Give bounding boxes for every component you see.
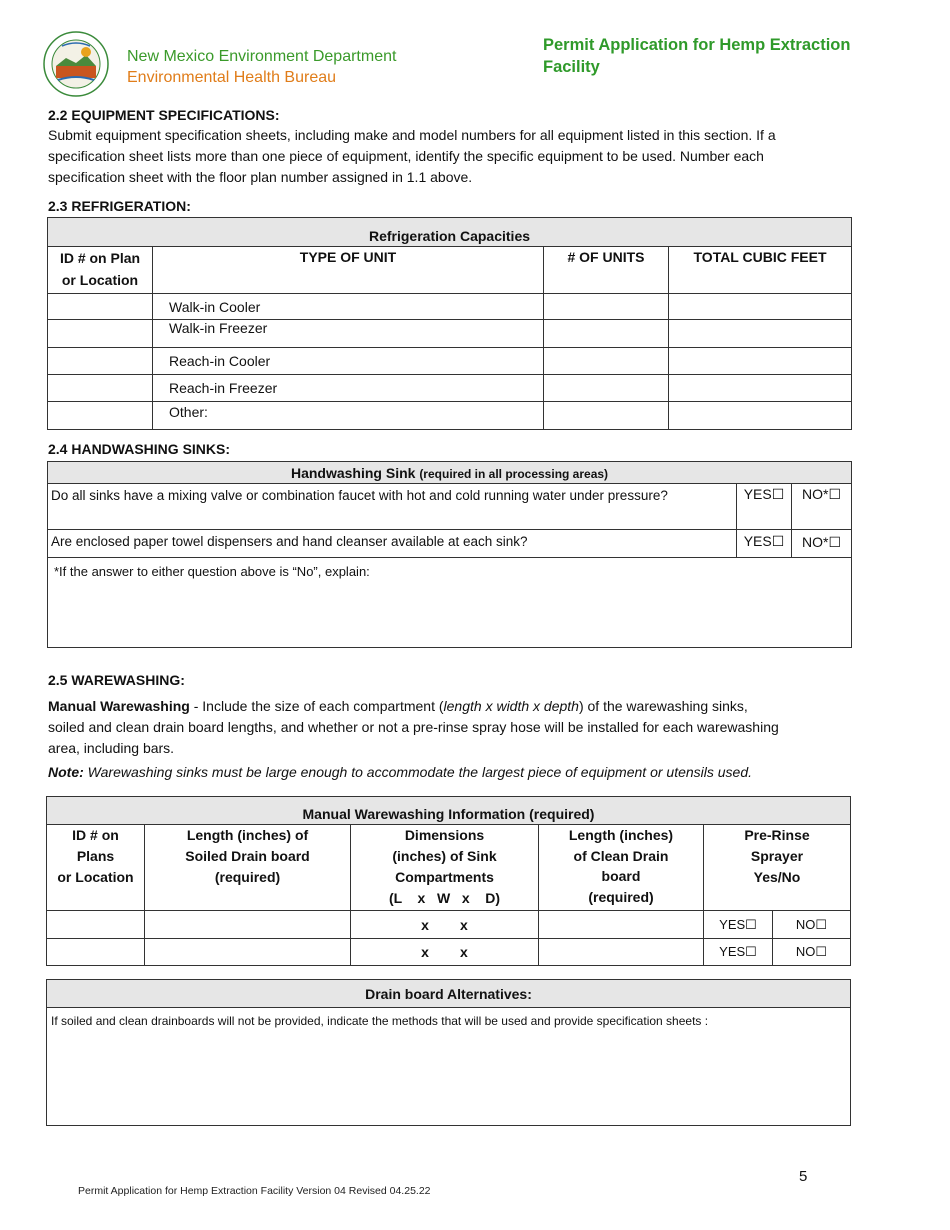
table-row xyxy=(48,375,852,402)
bureau-name: Environmental Health Bureau xyxy=(127,69,337,86)
unit-type-label: Walk-in Freezer xyxy=(153,320,544,348)
yes-checkbox[interactable]: YES☐ xyxy=(704,911,773,939)
cubic-input-cell[interactable] xyxy=(669,294,852,320)
unit-type-label: Walk-in Cooler xyxy=(153,294,544,320)
dimensions-input-cell[interactable]: x x xyxy=(351,911,539,939)
section-2-3-heading: 2.3 REFRIGERATION: xyxy=(48,198,191,214)
warewashing-table-title: Manual Warewashing Information (required) xyxy=(47,797,851,825)
unit-type-label: Reach-in Freezer xyxy=(153,375,544,402)
question-mixing-valve: Do all sinks have a mixing valve or combination faucet with hot and cold running water under pressure? xyxy=(48,484,737,530)
section-2-5-text: Manual Warewashing - Include the size of each compartment (length x width x depth) of the warewashing sinks, soiled and clean drain board lengths, and whether or not a pre-rinse spray hose will be installed for each warewashing area, including bars. xyxy=(48,698,779,756)
table-row xyxy=(47,939,851,966)
id-input-cell[interactable] xyxy=(48,402,153,430)
unit-type-label: Other: xyxy=(153,402,544,430)
question-paper-towel: Are enclosed paper towel dispensers and hand cleanser available at each sink? xyxy=(48,530,737,558)
drainboard-explain-field[interactable]: If soiled and clean drainboards will not be provided, indicate the methods that will be used and provide specification sheets : xyxy=(47,1008,851,1126)
clean-input-cell[interactable] xyxy=(539,939,704,966)
section-2-2-heading: 2.2 EQUIPMENT SPECIFICATIONS: xyxy=(48,107,280,123)
clean-input-cell[interactable] xyxy=(539,911,704,939)
handwashing-table xyxy=(47,461,852,648)
cubic-input-cell[interactable] xyxy=(669,375,852,402)
col-units-header: # OF UNITS xyxy=(544,247,669,294)
dimensions-input-cell[interactable]: x x xyxy=(351,939,539,966)
handwashing-table-title: Handwashing Sink (required in all processing areas) xyxy=(48,462,852,484)
soiled-input-cell[interactable] xyxy=(145,911,351,939)
yes-checkbox[interactable]: YES☐ xyxy=(737,530,792,558)
cubic-input-cell[interactable] xyxy=(669,348,852,375)
units-input-cell[interactable] xyxy=(544,320,669,348)
units-input-cell[interactable] xyxy=(544,375,669,402)
soiled-input-cell[interactable] xyxy=(145,939,351,966)
col-dimensions-header: Dimensions (inches) of Sink Compartments (L x W x D) xyxy=(351,825,539,911)
table-row xyxy=(48,294,852,320)
no-checkbox[interactable]: NO☐ xyxy=(773,939,851,966)
warewashing-note: Note: Warewashing sinks must be large enough to accommodate the largest piece of equipment or utensils used. xyxy=(48,764,753,780)
nmed-logo xyxy=(42,30,110,98)
section-2-2-text: Submit equipment specification sheets, including make and model numbers for all equipment listed in this section. If a specification sheet lists more than one piece of equipment, identify the specific equipment to be used. Number each specification sheet with the floor plan number assigned in 1.1 above. xyxy=(48,127,776,185)
section-2-5-heading: 2.5 WAREWASHING: xyxy=(48,672,185,688)
col-id-header: ID # on Plan or Location xyxy=(48,247,153,294)
units-input-cell[interactable] xyxy=(544,294,669,320)
col-id-header: ID # on Plans or Location xyxy=(47,825,145,911)
table-row xyxy=(48,348,852,375)
explain-field[interactable]: *If the answer to either question above is “No”, explain: xyxy=(48,558,852,648)
col-type-header: TYPE OF UNIT xyxy=(153,247,544,294)
page-number: 5 xyxy=(799,1168,808,1185)
id-input-cell[interactable] xyxy=(48,375,153,402)
units-input-cell[interactable] xyxy=(544,402,669,430)
footer-text: Permit Application for Hemp Extraction Facility Version 04 Revised 04.25.22 xyxy=(78,1185,431,1197)
col-soiled-header: Length (inches) of Soiled Drain board (required) xyxy=(145,825,351,911)
no-checkbox[interactable]: NO*☐ xyxy=(792,484,852,530)
no-checkbox[interactable]: NO*☐ xyxy=(792,530,852,558)
department-name: New Mexico Environment Department xyxy=(127,48,397,65)
id-input-cell[interactable] xyxy=(47,939,145,966)
cubic-input-cell[interactable] xyxy=(669,402,852,430)
form-title: Permit Application for Hemp Extraction Facility xyxy=(543,36,851,76)
yes-checkbox[interactable]: YES☐ xyxy=(737,484,792,530)
warewashing-table xyxy=(46,796,851,966)
yes-checkbox[interactable]: YES☐ xyxy=(704,939,773,966)
col-clean-header: Length (inches) of Clean Drain board (required) xyxy=(539,825,704,911)
id-input-cell[interactable] xyxy=(48,294,153,320)
drainboard-table xyxy=(46,979,851,1126)
section-2-4-heading: 2.4 HANDWASHING SINKS: xyxy=(48,441,231,457)
col-prerinse-header: Pre-Rinse Sprayer Yes/No xyxy=(704,825,851,911)
units-input-cell[interactable] xyxy=(544,348,669,375)
col-cubic-header: TOTAL CUBIC FEET xyxy=(669,247,852,294)
table-row xyxy=(48,320,852,348)
id-input-cell[interactable] xyxy=(48,348,153,375)
refrigeration-table-title: Refrigeration Capacities xyxy=(48,218,852,247)
id-input-cell[interactable] xyxy=(48,320,153,348)
table-row xyxy=(47,911,851,939)
cubic-input-cell[interactable] xyxy=(669,320,852,348)
table-row xyxy=(48,402,852,430)
no-checkbox[interactable]: NO☐ xyxy=(773,911,851,939)
id-input-cell[interactable] xyxy=(47,911,145,939)
refrigeration-table xyxy=(47,217,852,430)
unit-type-label: Reach-in Cooler xyxy=(153,348,544,375)
drainboard-table-title: Drain board Alternatives: xyxy=(47,980,851,1008)
